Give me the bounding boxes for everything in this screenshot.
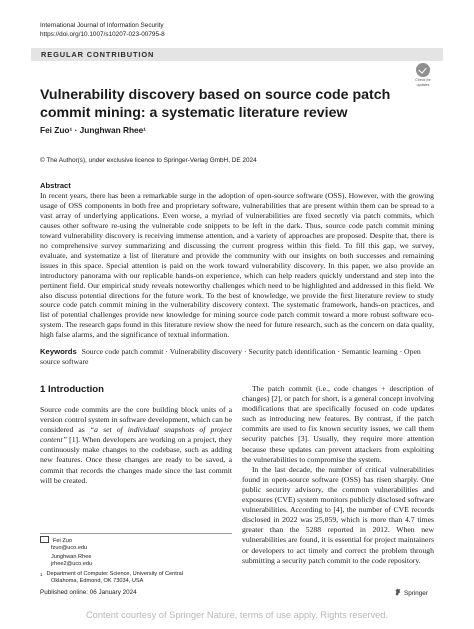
left-p1-text-a: Source code commits are the core building block units of a version control system in software development, which can be considered as <box>40 405 232 435</box>
keywords-label: Keywords <box>40 347 77 356</box>
affiliation-number: 1 <box>40 572 43 578</box>
article-title: Vulnerability discovery based on source code patch commit mining: a systematic literature review <box>40 87 391 121</box>
left-column-paragraph <box>40 405 232 486</box>
section-heading-introduction: 1 Introduction <box>40 384 104 395</box>
right-p1-text-a: The patch commit (i.e., code changes + description of changes) <box>242 384 434 404</box>
email-envelope-icon <box>40 536 49 543</box>
courtesy-watermark: Content courtesy of Springer Nature, terms of use apply. Rights reserved. <box>85 610 389 620</box>
publisher-logo <box>394 588 428 597</box>
abstract-heading: Abstract <box>40 181 71 190</box>
left-p1-quote: “a set of individual snapshots of project content” <box>40 425 232 445</box>
publisher-name: Springer <box>404 590 428 597</box>
right-paragraph-2 <box>242 465 434 566</box>
footnote-affiliation <box>40 571 232 578</box>
footnote-author1-name: Fei Zuo <box>53 538 72 544</box>
doi-link[interactable]: https://doi.org/10.1007/s10207-023-00795-8 <box>40 30 165 38</box>
left-p1-text-b: When developers are working on a project, they continuously make changes to the codebase, such as adding new features. Once these changes are ready to be saved, a commit that records the changes made since the last commit will be created. <box>40 435 233 485</box>
journal-header <box>40 22 165 39</box>
left-p1-citation[interactable]: [1]. <box>66 435 81 445</box>
right-p2-citation-4[interactable]: [4] <box>333 505 343 515</box>
author-list: Fei Zuo¹ · Junghwan Rhee¹ <box>40 125 147 135</box>
footnote-author2-name: Junghwan Rhee <box>51 554 92 561</box>
springer-horse-icon <box>394 588 402 596</box>
check-updates-line1: Check for <box>415 78 431 82</box>
affiliation-line2: Oklahoma, Edmond, OK 73034, USA <box>51 578 144 585</box>
journal-name: International Journal of Information Security <box>40 22 164 29</box>
right-p1-text-b: , or patch for short, is a general concept involving modifications that are specifically focused on code updates such as introducing new features. By contrast, if the patch commits are used to fix known security issues, we call them security patches <box>242 394 434 444</box>
right-paragraph-1 <box>242 384 434 465</box>
article-type-banner <box>31 48 443 61</box>
right-p1-citation-2[interactable]: [2] <box>271 394 281 404</box>
footnote-divider <box>40 533 232 534</box>
affiliation-line1: Department of Computer Science, University of Central <box>46 571 183 578</box>
keywords-list: Source code patch commit · Vulnerability discovery · Security patch identification · Semantic learning · Open source software <box>40 347 421 366</box>
footnote-author1-email[interactable]: fzuo@uco.edu <box>51 545 88 552</box>
abstract-text: In recent years, there has been a remarkable surge in the adoption of open-source software (OSS). However, with the growing usage of OSS components in both free and proprietary software, vulnerabilities that are present within them can be spread to a vast array of underlying applications. Even worse, a myriad of vulnerabilities are fixed secretly via patch commits, which causes other software re-using the vulnerable code snippets to be left in the dark. Thus, source code patch commit mining toward vulnerability discovery is receiving immense attention, and a variety of approaches are proposed. Despite that, there is no comprehensive survey summarizing and discussing the current progress within this field. To fill this gap, we survey, evaluate, and systematize a list of literature and provide the community with our insights on both successes and remaining issues in this space. Special attention is paid on the work toward vulnerability discovery. In this paper, we also provide an introductory panorama with our replicable hands-on experience, which can help readers quickly understand and step into the pertinent field. Our empirical study reveals noteworthy challenges which need to be highlighted and addressed in this field. We also discuss potential directions for the future work. To the best of knowledge, we provide the first literature review to study source code patch commit mining in the vulnerability discovery context. The systematic framework, hands-on practices, and list of potential challenges provide new knowledge for mining source code patch commit toward a more robust software eco-system. The research gaps found in this literature review show the need for future research, such as the concern on data quality, high false alarms, and the significance of textual information. <box>40 191 434 340</box>
right-p2-text-a: In the last decade, the number of critical vulnerabilities found in open-source software (OSS) has risen sharply. One public security advisory, the common vulnerabilities and exposures (CVE) system monitors publicly disclosed software vulnerabilities. According to <box>242 464 434 515</box>
right-p2-text-b: , the number of CVE records disclosed in 2022 was 25,059, which is more than 4.7 times greater than the 5288 reported in 2012. When new vulnerabilities are found, it is essential for project maintainers or developers to act timely and correct the problem through submitting a security patch commit to the code repository. <box>242 505 434 565</box>
author-footnotes <box>40 535 232 586</box>
check-updates-icon <box>416 63 430 77</box>
published-date: Published online: 06 January 2024 <box>40 589 137 596</box>
copyright-notice: © The Author(s), under exclusive licence to Springer-Verlag GmbH, DE 2024 <box>40 157 257 164</box>
right-column <box>242 384 434 566</box>
check-for-updates-badge[interactable] <box>408 63 438 89</box>
right-p1-text-c: . Usually, they require more attention because these updates can prevent attackers from exploiting the vulnerabilities to compromise the system. <box>242 434 434 464</box>
check-updates-line2: updates <box>416 83 430 87</box>
article-type-label: REGULAR CONTRIBUTION <box>41 50 155 59</box>
right-p1-citation-3[interactable]: [3] <box>298 434 308 444</box>
footnote-author2-email[interactable]: jrhee2@uco.edu <box>51 561 93 568</box>
keywords-block <box>40 347 434 367</box>
